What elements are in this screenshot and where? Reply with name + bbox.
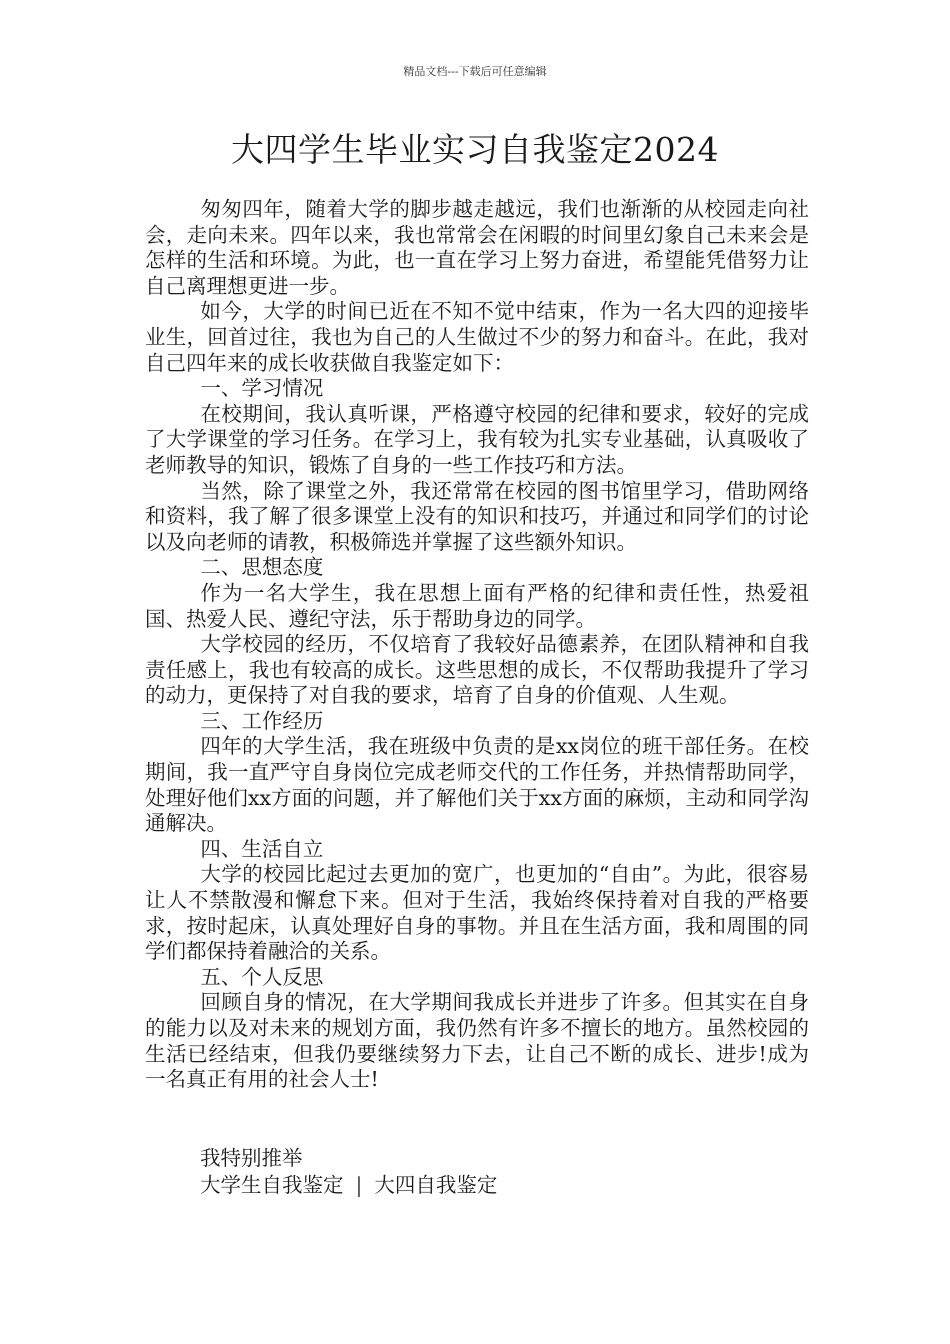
paragraph: 如今，大学的时间已近在不知不觉中结束，作为一名大四的迎接毕业生，回首过往，我也为自己的人生做过不少的努力和奋斗。在此，我对自己四年来的成长收获做自我鉴定如下： [145,299,809,375]
paragraph: 在校期间，我认真听课，严格遵守校园的纪律和要求，较好的完成了大学课堂的学习任务。在学习上，我有较为扎实专业基础，认真吸收了老师教导的知识，锻炼了自身的一些工作技巧和方法。 [145,401,809,477]
page-header: 精品文档---下载后可任意编辑 [403,65,547,78]
paragraph: 当然，除了课堂之外，我还常常在校园的图书馆里学习，借助网络和资料，我了解了很多课堂上没有的知识和技巧，并通过和同学们的讨论以及向老师的请教，积极筛选并掌握了这些额外知识。 [145,478,809,554]
section-heading: 一、学习情况 [200,376,324,401]
paragraph: 回顾自身的情况，在大学期间我成长并进步了许多。但其实在自身的能力以及对未来的规划方面，我仍然有许多不擅长的地方。虽然校园的生活已经结束，但我仍要继续努力下去，让自己不断的成长、进步!成为一名真正有用的社会人士! [145,990,809,1092]
recommend-label: 我特别推举 [200,1146,303,1170]
recommend-links [200,1172,800,1199]
paragraph: 大学的校园比起过去更加的宽广，也更加的“自由”。为此，很容易让人不禁散漫和懈怠下来。但对于生活，我始终保持着对自我的严格要求，按时起床，认真处理好自身的事物。并且在生活方面，我和周围的同学们都保持着融洽的关系。 [145,862,809,964]
section-heading: 三、工作经历 [200,708,324,733]
recommend-link-college-self-evaluation[interactable]: 大学生自我鉴定 [200,1173,344,1197]
document-title: 大四学生毕业实习自我鉴定2024 [231,130,719,169]
link-separator: | [355,1173,363,1197]
section-heading: 四、生活自立 [200,836,324,861]
recommend-link-senior-self-evaluation[interactable]: 大四自我鉴定 [374,1173,498,1197]
section-heading: 五、个人反思 [200,964,324,989]
paragraph: 匆匆四年，随着大学的脚步越走越远，我们也渐渐的从校园走向社会，走向未来。四年以来，我也常常会在闲暇的时间里幻象自己未来会是怎样的生活和环境。为此，也一直在学习上努力奋进，希望能凭借努力让自己离理想更进一步。 [145,197,809,298]
paragraph: 四年的大学生活，我在班级中负责的是xx岗位的班干部任务。在校期间，我一直严守自身岗位完成老师交代的工作任务，并热情帮助同学，处理好他们xx方面的问题，并了解他们关于xx方面的麻烦，主动和同学沟通解决。 [145,734,809,836]
paragraph: 作为一名大学生，我在思想上面有严格的纪律和责任性，热爱祖国、热爱人民、遵纪守法，乐于帮助身边的同学。 [145,580,809,631]
recommend-section [200,1145,800,1199]
document-body [145,197,809,1093]
section-heading: 二、思想态度 [200,555,324,580]
paragraph: 大学校园的经历，不仅培育了我较好品德素养，在团队精神和自我责任感上，我也有较高的成长。这些思想的成长，不仅帮助我提升了学习的动力，更保持了对自我的要求，培育了自身的价值观、人生观。 [145,632,809,708]
